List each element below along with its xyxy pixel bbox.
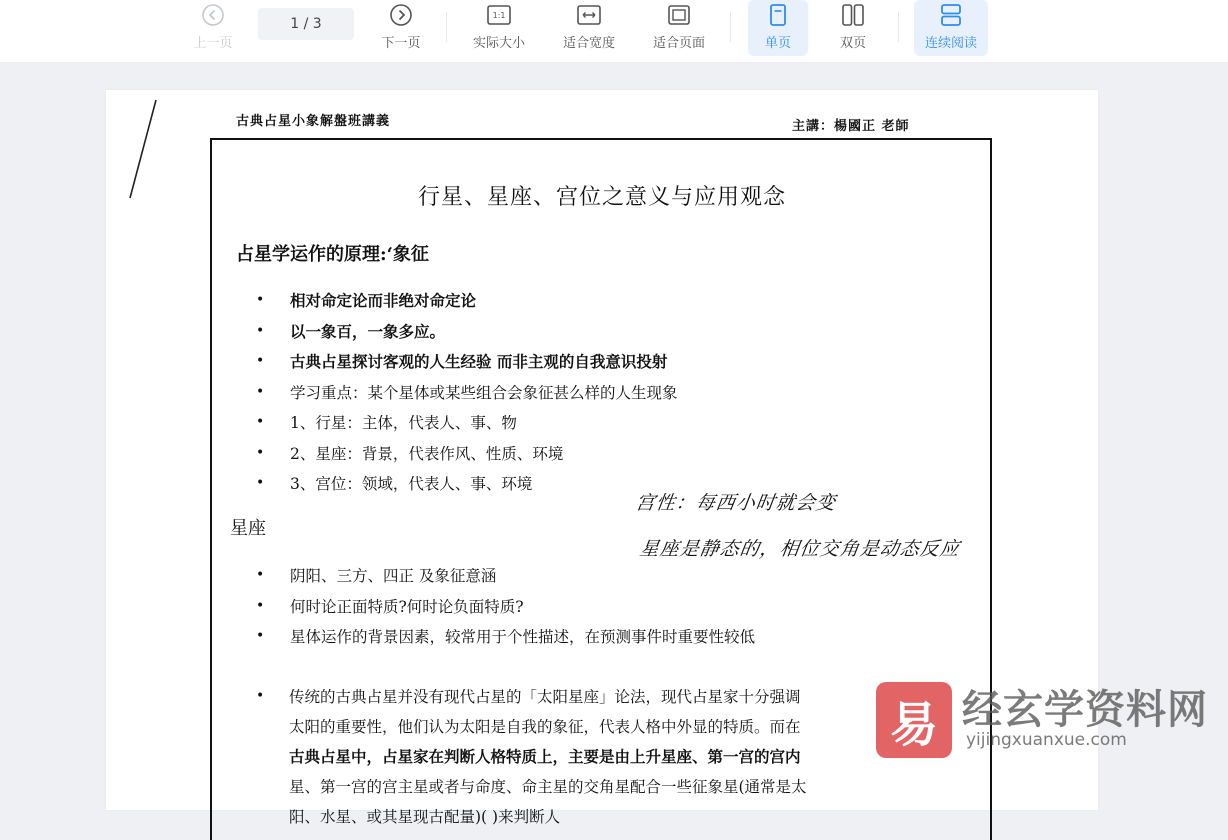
total-pages: / 3 <box>303 16 322 32</box>
page-indicator[interactable] <box>258 8 354 40</box>
single-page-label: 单页 <box>764 36 791 51</box>
fit-width-button[interactable] <box>556 0 622 56</box>
header-course-title: 古典占星小象解盤班講義 <box>236 114 391 129</box>
next-page-button[interactable] <box>376 0 426 56</box>
paragraph-line: 星、第一宫的宫主星或者与命度、命主星的交角星配合一些征象星(通常是太 <box>289 778 807 796</box>
chevron-right-icon <box>389 2 413 28</box>
watermark-site-name: 经玄学资料网 <box>962 687 1208 733</box>
actual-size-label: 实际大小 <box>472 36 525 51</box>
next-page-label: 下一页 <box>381 36 421 51</box>
prev-page-button[interactable] <box>188 0 238 56</box>
single-page-icon <box>767 2 789 28</box>
section-principle-heading: 占星学运作的原理:‘象征 <box>236 244 429 265</box>
continuous-reading-label: 连续阅读 <box>924 36 977 51</box>
list-item: • 以一象百，一象多应。 <box>256 321 446 341</box>
toolbar-divider <box>730 12 731 42</box>
actual-size-icon <box>486 2 512 28</box>
signs-bullet-list <box>256 560 755 652</box>
list-item: • 何时论正面特质?何时论负面特质? <box>256 597 524 616</box>
list-item: • 1、行星：主体，代表人、事、物 <box>256 414 517 433</box>
actual-size-button[interactable] <box>466 0 532 56</box>
watermark-site-url: yijingxuanxue.com <box>966 730 1127 750</box>
list-item: • 2、星座：背景，代表作风、性质、环境 <box>256 444 564 463</box>
continuous-reading-icon <box>938 2 964 28</box>
prev-page-label: 上一页 <box>193 36 233 51</box>
paragraph-line: 古典占星中，占星家在判断人格特质上，主要是由上升星座、第一宫的宫内 <box>289 747 801 766</box>
fit-page-icon <box>666 2 692 28</box>
viewer-toolbar <box>0 0 1228 62</box>
paragraph-line: 太阳的重要性，他们认为太阳是自我的象征，代表人格中外显的特质。而在 <box>289 718 801 736</box>
toolbar-divider <box>446 12 447 42</box>
fit-page-label: 适合页面 <box>652 36 705 51</box>
principle-bullet-list <box>256 285 678 499</box>
list-item: • 古典占星探讨客观的人生经验 而非主观的自我意识投射 <box>256 352 668 372</box>
actual-size-icon-text: 1:1 <box>492 10 506 20</box>
bullet-dot: • <box>256 688 265 704</box>
double-page-label: 双页 <box>839 36 866 51</box>
double-page-icon <box>840 2 866 28</box>
fit-width-label: 适合宽度 <box>562 36 615 51</box>
paragraph-line: 阳、水星、或其星现古配量)( )来判断人 <box>289 808 561 826</box>
handwritten-note: 宫性：每西小时就会变 <box>634 492 838 514</box>
list-item: • 星体运作的背景因素，较常用于个性描述，在预测事件时重要性较低 <box>256 628 756 647</box>
toolbar-divider <box>898 12 899 42</box>
document-title: 行星、星座、宫位之意义与应用观念 <box>417 185 786 210</box>
list-item: • 3、宫位：领域，代表人、事、环境 <box>256 475 533 494</box>
fit-width-icon <box>576 2 602 28</box>
header-lecturer: 主講：楊國正 老師 <box>792 119 910 134</box>
list-item: • 学习重点：某个星体或某些组合会象征甚么样的人生现象 <box>256 383 678 402</box>
paragraph-line: 传统的古典占星并没有现代占星的「太阳星座」论法，现代占星家十分强调 <box>289 688 801 706</box>
single-page-button[interactable] <box>748 0 808 56</box>
double-page-button[interactable] <box>824 0 882 56</box>
continuous-reading-button[interactable] <box>914 0 988 56</box>
watermark-logo: 易 <box>876 682 952 758</box>
fit-page-button[interactable] <box>646 0 712 56</box>
handwritten-note: 星座是静态的，相位交角是动态反应 <box>638 538 962 560</box>
chevron-left-icon <box>201 2 225 28</box>
section-signs-heading: 星座 <box>230 518 266 539</box>
current-page-number[interactable]: 1 <box>290 16 300 32</box>
list-item: • 阴阳、三方、四正 及象征意涵 <box>256 567 497 586</box>
list-item: • 相对命定论而非绝对命定论 <box>256 291 477 311</box>
